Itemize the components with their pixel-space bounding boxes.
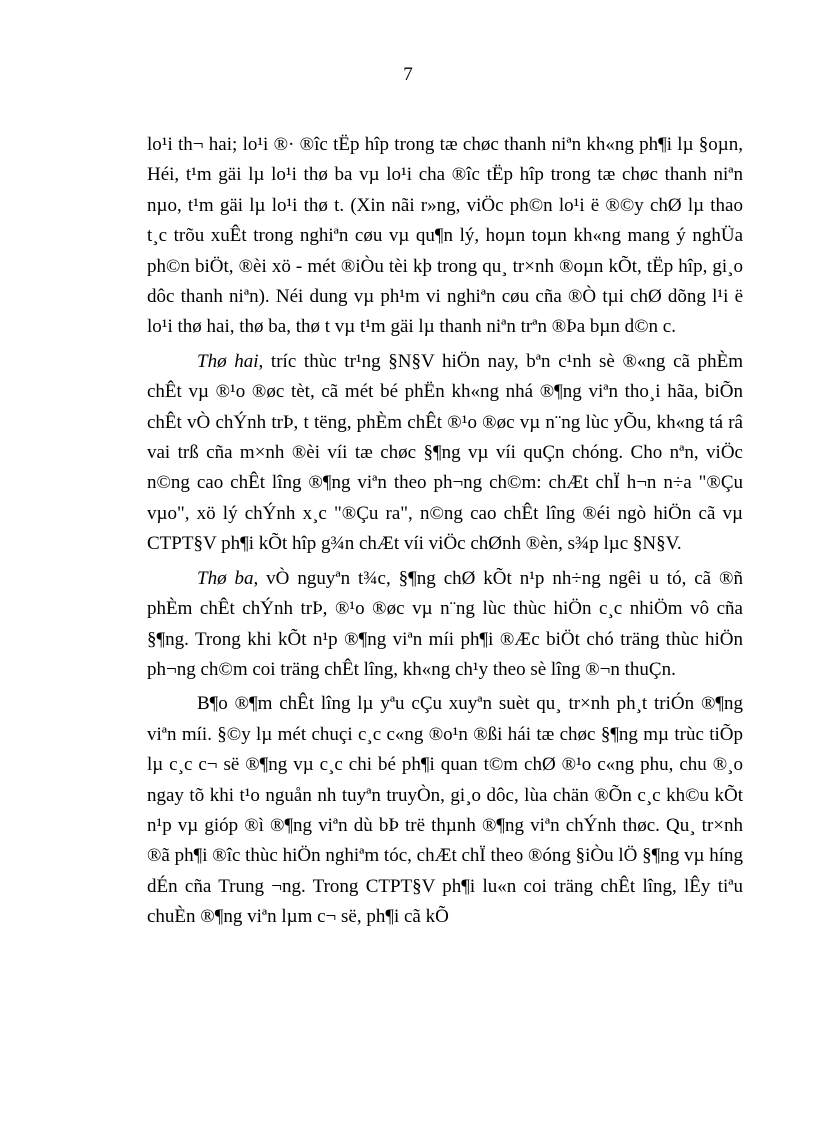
paragraph-2 <box>147 347 743 560</box>
paragraph-text: lo¹i th¬ hai; lo¹i ®· ®îc tËp hîp trong tæ chøc thanh niªn kh«ng ph¶i lµ §oµn, Héi, t¹m gäi lµ lo¹i thø ba vµ lo¹i cha ®îc tËp hîp trong tæ chøc thanh niªn nµo, t¹m gäi lµ lo¹i thø t. (Xin nãi r»ng, viÖc ph©n lo¹i ë ®©y chØ lµ thao t¸c trõu xuÊt trong nghiªn cøu vµ qu¶n lý, hoµn toµn kh«ng mang ý nghÜa ph©n biÖt, ®èi xö - mét ®iÒu tèi kþ trong qu¸ tr×nh ®oµn kÕt, tËp hîp, gi¸o dôc thanh niªn). Néi dung vµ ph¹m vi nghiªn cøu cña ®Ò tµi chØ dõng l¹i ë lo¹i thø hai, thø ba, thø t vµ t¹m gäi lµ thanh niªn trªn ®Þa bµn d©n c. <box>147 134 743 338</box>
paragraph-lead: Thø hai <box>197 350 259 372</box>
paragraph-3 <box>147 564 743 686</box>
paragraph-text: B¶o ®¶m chÊt lîng lµ yªu cÇu xuyªn suèt qu¸ tr×nh ph¸t triÓn ®¶ng viªn míi. §©y lµ mét chuçi c¸c c«ng ®o¹n ®ßi hái tæ chøc §¶ng mµ trùc tiÕp lµ c¸c c¬ së ®¶ng vµ c¸c chi bé ph¶i quan t©m chØ ®¹o c«ng phu, chu ®¸o ngay tõ khi t¹o nguån nh tuyªn truyÒn, gi¸o dôc, lùa chän ®Õn c¸c kh©u kÕt n¹p vµ gióp ®ì ®¶ng viªn dù bÞ trë thµnh ®¶ng viªn chÝnh thøc. Qu¸ tr×nh ®ã ph¶i ®îc thùc hiÖn nghiªm tóc, chÆt chÏ theo ®óng §iÒu lÖ §¶ng vµ híng dÉn cña Trung ¬ng. Trong CTPT§V ph¶i lu«n coi träng chÊt lîng, lÊy tiªu chuÈn ®¶ng viªn lµm c¬ së, ph¶i cã kÕ <box>147 693 743 928</box>
paragraph-text: , vÒ nguyªn t¾c, §¶ng chØ kÕt n¹p nh÷ng ngêi u tó, cã ®ñ phÈm chÊt chÝnh trÞ, ®¹o ®øc vµ n¨ng lùc thùc hiÖn c¸c nhiÖm vô cña §¶ng. Trong khi kÕt n¹p ®¶ng viªn míi ph¶i ®Æc biÖt chó träng thùc hiÖn ph¬ng ch©m coi träng chÊt lîng, kh«ng ch¹y theo sè lîng ®¬n thuÇn. <box>147 567 743 680</box>
body-text <box>147 130 743 937</box>
paragraph-4 <box>147 689 743 932</box>
paragraph-text: , tríc thùc tr¹ng §N§V hiÖn nay, bªn c¹nh sè ®«ng cã phÈm chÊt vµ ®¹o ®øc tèt, cã mét bé phËn kh«ng nhá ®¶ng viªn tho¸i hãa, biÕn chÊt vÒ chÝnh trÞ, t tëng, phÈm chÊt ®¹o ®øc vµ n¨ng lùc yÕu, kh«ng tá râ vai trß cña m×nh ®èi víi tæ chøc §¶ng vµ víi quÇn chóng. Cho nªn, viÖc n©ng cao chÊt lîng ®¶ng viªn theo ph¬ng ch©m: chÆt chÏ h¬n n÷a "®Çu vµo", xö lý chÝnh x¸c "®Çu ra", n©ng cao chÊt lîng ®éi ngò hiÖn cã vµ CTPT§V ph¶i kÕt hîp g¾n chÆt víi viÖc chØnh ®èn, s¾p lµc §N§V. <box>147 350 743 555</box>
paragraph-lead: Thø ba <box>197 567 254 589</box>
paragraph-1 <box>147 130 743 343</box>
page-number: 7 <box>403 64 413 85</box>
